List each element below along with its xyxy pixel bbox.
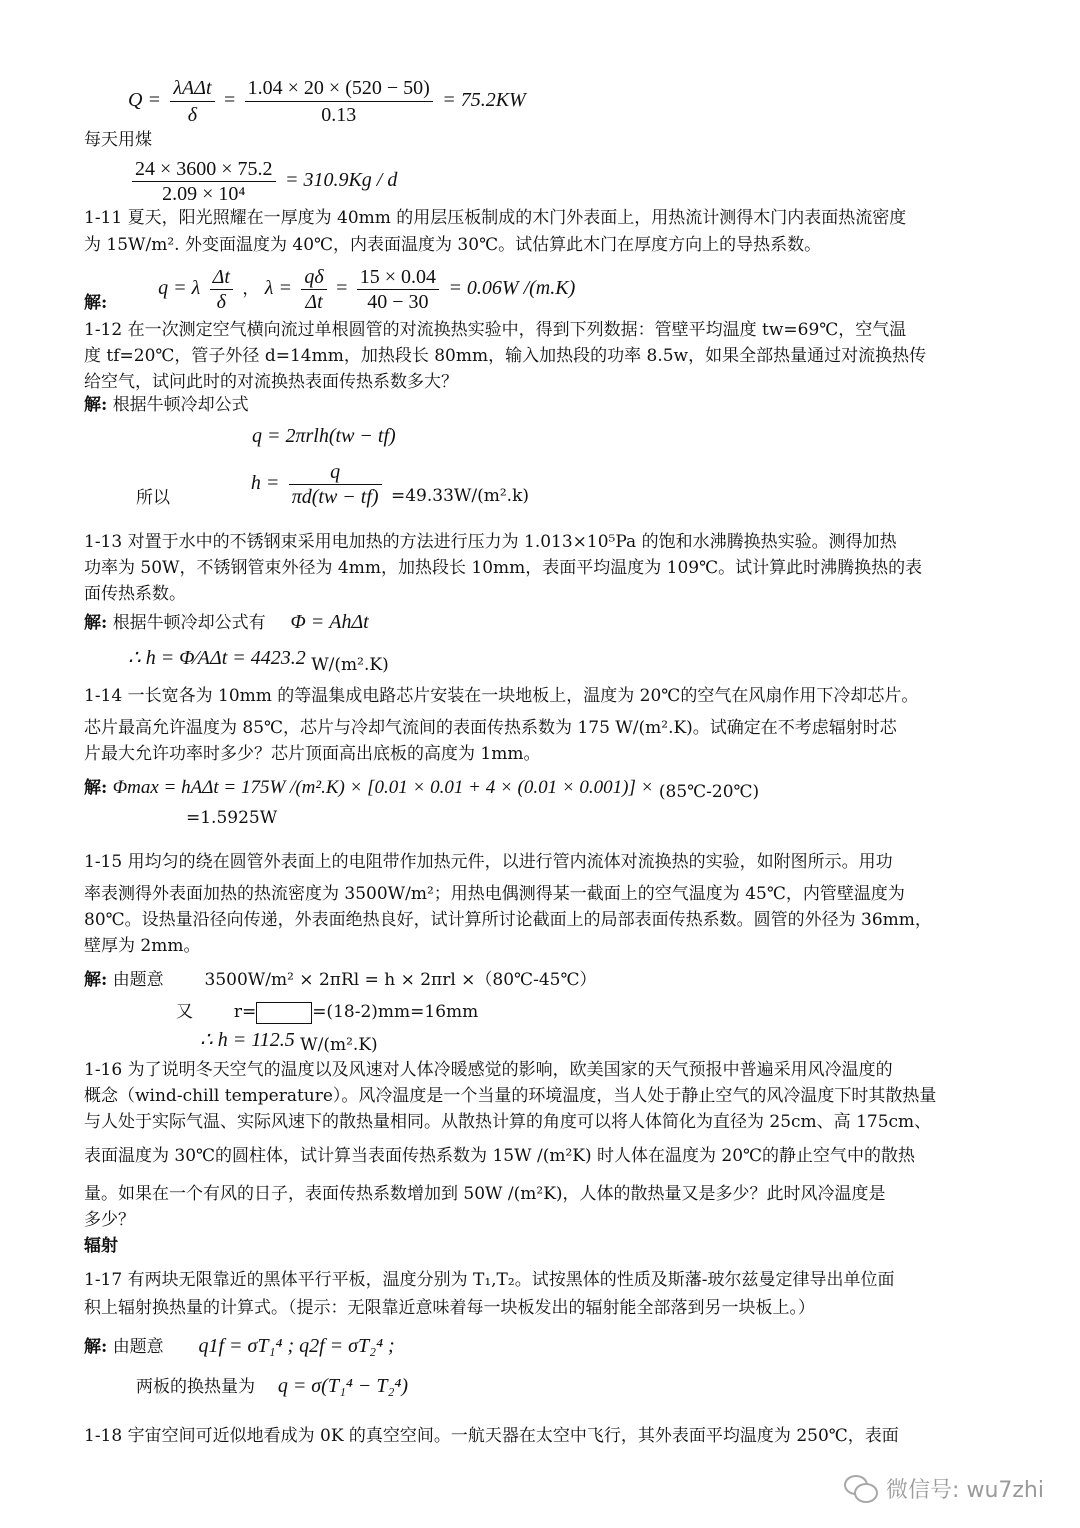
eq-coal-rhs: = 310.9Kg / d — [284, 169, 398, 191]
eq-1-15-r-lhs: r= — [233, 1002, 257, 1022]
eq-1-11-fb-den: Δt — [305, 291, 323, 313]
eq-1-11-b: λ = — [264, 277, 292, 299]
problem-1-12-line3: 给空气，试问此时的对流换热表面传热系数多大？ — [84, 372, 458, 392]
eq-1-12-den: πd(tw − tf) — [291, 486, 379, 508]
eq-coal-num: 24 × 3600 × 75.2 — [132, 157, 276, 182]
eq-1-11-rhs: = 0.06W /(m.K) — [448, 277, 576, 299]
problem-1-13-line3: 面传热系数。 — [84, 584, 186, 604]
eq-1-11-frac-c — [357, 265, 439, 314]
eq-1-11-fa-den: δ — [216, 291, 226, 313]
problem-1-14-line2: 芯片最高允许温度为 85℃，芯片与冷却气流间的表面传热系数为 175 W/(m².K)。试确定在不考虑辐射时芯 — [84, 718, 897, 738]
coal-label: 每天用煤 — [84, 130, 152, 150]
eq-1-12-h-lhs: h = — [250, 472, 280, 494]
eq-1-15-r-rhs: =(18-2)mm=16mm — [312, 1002, 479, 1022]
eq-q-frac2-den: 0.13 — [321, 104, 357, 126]
solution-1-12-text: 根据牛顿冷却公式 — [112, 395, 249, 415]
solution-1-11 — [84, 260, 575, 317]
problem-1-13-line2: 功率为 50W，不锈钢管束外径为 4mm，加热段长 10mm，表面平均温度为 109℃。试计算此时沸腾换热的表 — [84, 558, 923, 578]
you-label: 又 — [176, 1002, 193, 1022]
solution-1-15-text: 由题意 — [112, 970, 164, 990]
eq-q-eq: = — [223, 89, 236, 111]
eq-1-14-tail: (85℃-20℃) — [658, 782, 760, 802]
problem-1-15-line2: 率表测得外表面加热的热流密度为 3500W/m²；用热电偶测得某一截面上的空气温度为 45℃，内管壁温度为 — [84, 884, 905, 904]
eq-1-13-h-expr: ∴ h = Φ⁄AΔt = 4423.2 — [128, 647, 306, 669]
problem-1-14-line3: 片最大允许功率时多少？芯片顶面高出底板的高度为 1mm。 — [84, 744, 541, 764]
eq-1-12-num: q — [289, 460, 382, 485]
jie-label: 解: — [84, 1337, 108, 1357]
problem-1-17-line1: 1-17 有两块无限靠近的黑体平行平板，温度分别为 T₁,T₂。试按黑体的性质及斯藩-玻尔兹曼定律导出单位面 — [84, 1270, 895, 1290]
jie-label: 解: — [84, 293, 108, 313]
eq-1-14: Φmax = hAΔt = 175W /(m².K) × [0.01 × 0.01 + 4 × (0.01 × 0.001)] × — [112, 777, 654, 798]
eq-1-15-r — [176, 1000, 478, 1024]
problem-1-16-line6: 多少？ — [84, 1210, 135, 1230]
problem-1-15-line4: 壁厚为 2mm。 — [84, 936, 201, 956]
problem-1-16-line1: 1-16 为了说明冬天空气的温度以及风速对人体冷暖感觉的影响，欧美国家的天气预报中普遍采用风冷温度的 — [84, 1060, 893, 1080]
eq-1-14-result: =1.5925W — [186, 808, 278, 828]
jie-label: 解: — [84, 778, 108, 798]
eq-1-11-comma: ， — [242, 279, 260, 299]
problem-1-12-line1: 1-12 在一次测定空气横向流过单根圆管的对流换热实验中，得到下列数据：管壁平均温度 tw=69℃，空气温 — [84, 320, 907, 340]
wechat-icon — [844, 1475, 878, 1503]
solution-1-13-intro — [84, 610, 369, 635]
eq-1-13-h — [128, 646, 389, 675]
problem-1-15-line1: 1-15 用均匀的绕在圆管外表面上的电阻带作加热元件，以进行管内流体对流换热的实验，如附图所示。用功 — [84, 852, 893, 872]
eq-1-17-a: q1f = σT₁⁴ ; q2f = σT₂⁴ ; — [198, 1335, 395, 1357]
eq-1-15-main: 3500W/m² × 2πRl = h × 2πrl ×（80℃-45℃） — [204, 970, 597, 990]
solution-1-14 — [84, 776, 759, 800]
eq-1-13-unit: W/(m².K) — [311, 655, 389, 675]
eq-q-lhs: Q = — [128, 89, 161, 111]
eq-1-15-h — [200, 1028, 378, 1053]
blank-box — [256, 1002, 312, 1024]
eq-1-11-frac-b — [301, 265, 326, 314]
problem-1-17-line2: 积上辐射换热量的计算式。（提示：无限靠近意味着每一块板发出的辐射能全部落到另一块板上。） — [84, 1298, 815, 1318]
equation-coal — [128, 152, 397, 209]
eq-1-12-rhs: =49.33W/(m².k) — [390, 486, 530, 506]
eq-1-13-phi: Φ = AhΔt — [290, 611, 369, 633]
eq-q-frac1-den: δ — [187, 104, 198, 126]
eq-q-frac2-num: 1.04 × 20 × (520 − 50) — [245, 75, 433, 102]
eq-1-15-unit: W/(m².K) — [300, 1035, 378, 1055]
eq-1-12-h — [136, 455, 529, 512]
problem-1-11-line1: 1-11 夏天，阳光照耀在一厚度为 40mm 的用层压板制成的木门外表面上，用热流计测得木门内表面热流密度 — [84, 208, 907, 228]
eq-1-11-fb-num: qδ — [301, 265, 326, 290]
eq-coal-frac — [132, 157, 276, 206]
section-radiation-heading: 辐射 — [84, 1236, 118, 1256]
eq-1-11-fc-num: 15 × 0.04 — [357, 265, 439, 290]
watermark — [844, 1473, 1044, 1504]
problem-1-16-line5: 量。如果在一个有风的日子，表面传热系数增加到 50W /(m²K)，人体的散热量又是多少？此时风冷温度是 — [84, 1184, 886, 1204]
eq-1-12-frac — [289, 460, 382, 509]
jie-label: 解: — [84, 613, 108, 633]
problem-1-18-line1: 1-18 宇宙空间可近似地看成为 0K 的真空空间。一航天器在太空中飞行，其外表面平均温度为 250℃，表面 — [84, 1426, 899, 1446]
eq-q-frac2 — [245, 75, 433, 128]
jie-label: 解: — [84, 970, 108, 990]
eq-q-rhs: = 75.2KW — [442, 89, 526, 111]
eq-1-11-fc-den: 40 − 30 — [367, 291, 429, 313]
eq-coal-den: 2.09 × 10⁴ — [162, 183, 246, 205]
eq-1-11-frac-a — [210, 265, 233, 314]
eq-q-frac1 — [170, 75, 214, 128]
eq-1-12-q: q = 2πrlh(tw − tf) — [252, 425, 396, 447]
eq-1-17-b-row — [136, 1374, 408, 1399]
problem-1-16-line2: 概念（wind-chill temperature）。风冷温度是一个当量的环境温度，当人处于静止空气的风冷温度下时其散热量 — [84, 1086, 937, 1106]
problem-1-13-line1: 1-13 对置于水中的不锈钢束采用电加热的方法进行压力为 1.013×10⁵Pa 的饱和水沸腾换热实验。测得加热 — [84, 532, 897, 552]
problem-1-11-line2: 为 15W/m². 外变面温度为 40℃，内表面温度为 30℃。试估算此木门在厚度方向上的导热系数。 — [84, 235, 822, 255]
problem-1-16-line3: 与人处于实际气温、实际风速下的散热量相同。从散热计算的角度可以将人体简化为直径为 25cm、高 175cm、 — [84, 1112, 932, 1132]
problem-1-12-line2: 度 tf=20℃，管子外径 d=14mm，加热段长 80mm，输入加热段的功率 8.5w，如果全部热量通过对流换热传 — [84, 346, 927, 366]
solution-1-12-intro — [84, 393, 249, 417]
problem-1-16-line4: 表面温度为 30℃的圆柱体，试计算当表面传热系数为 15W /(m²K) 时人体在温度为 20℃的静止空气中的散热 — [84, 1146, 916, 1166]
eq-1-17-b: q = σ(T₁⁴ − T₂⁴) — [277, 1375, 409, 1397]
eq-1-15-h-expr: ∴ h = 112.5 — [200, 1029, 295, 1051]
eq-1-11-fa-num: Δt — [210, 265, 233, 290]
jie-label: 解: — [84, 395, 108, 415]
eq-q-frac1-num: λAΔt — [170, 75, 214, 102]
solution-1-17-text: 由题意 — [112, 1337, 164, 1357]
solution-1-13-text: 根据牛顿冷却公式有 — [112, 613, 266, 633]
problem-1-15-line3: 80℃。设热量沿径向传递，外表面绝热良好，试计算所讨论截面上的局部表面传热系数。圆管的外径为 36mm， — [84, 910, 932, 930]
eq-1-11-c: = — [336, 277, 348, 299]
watermark-text: 微信号: wu7zhi — [886, 1478, 1044, 1503]
equation-q — [128, 72, 526, 129]
eq-1-11-a: q = λ — [158, 277, 201, 299]
suoyi-label: 所以 — [136, 488, 170, 508]
problem-1-14-line1: 1-14 一长宽各为 10mm 的等温集成电路芯片安装在一块地板上，温度为 20℃的空气在风扇作用下冷却芯片。 — [84, 686, 919, 706]
solution-1-17-intro — [84, 1334, 395, 1359]
solution-1-15-intro — [84, 968, 596, 992]
solution-1-17-text2: 两板的换热量为 — [136, 1377, 255, 1397]
